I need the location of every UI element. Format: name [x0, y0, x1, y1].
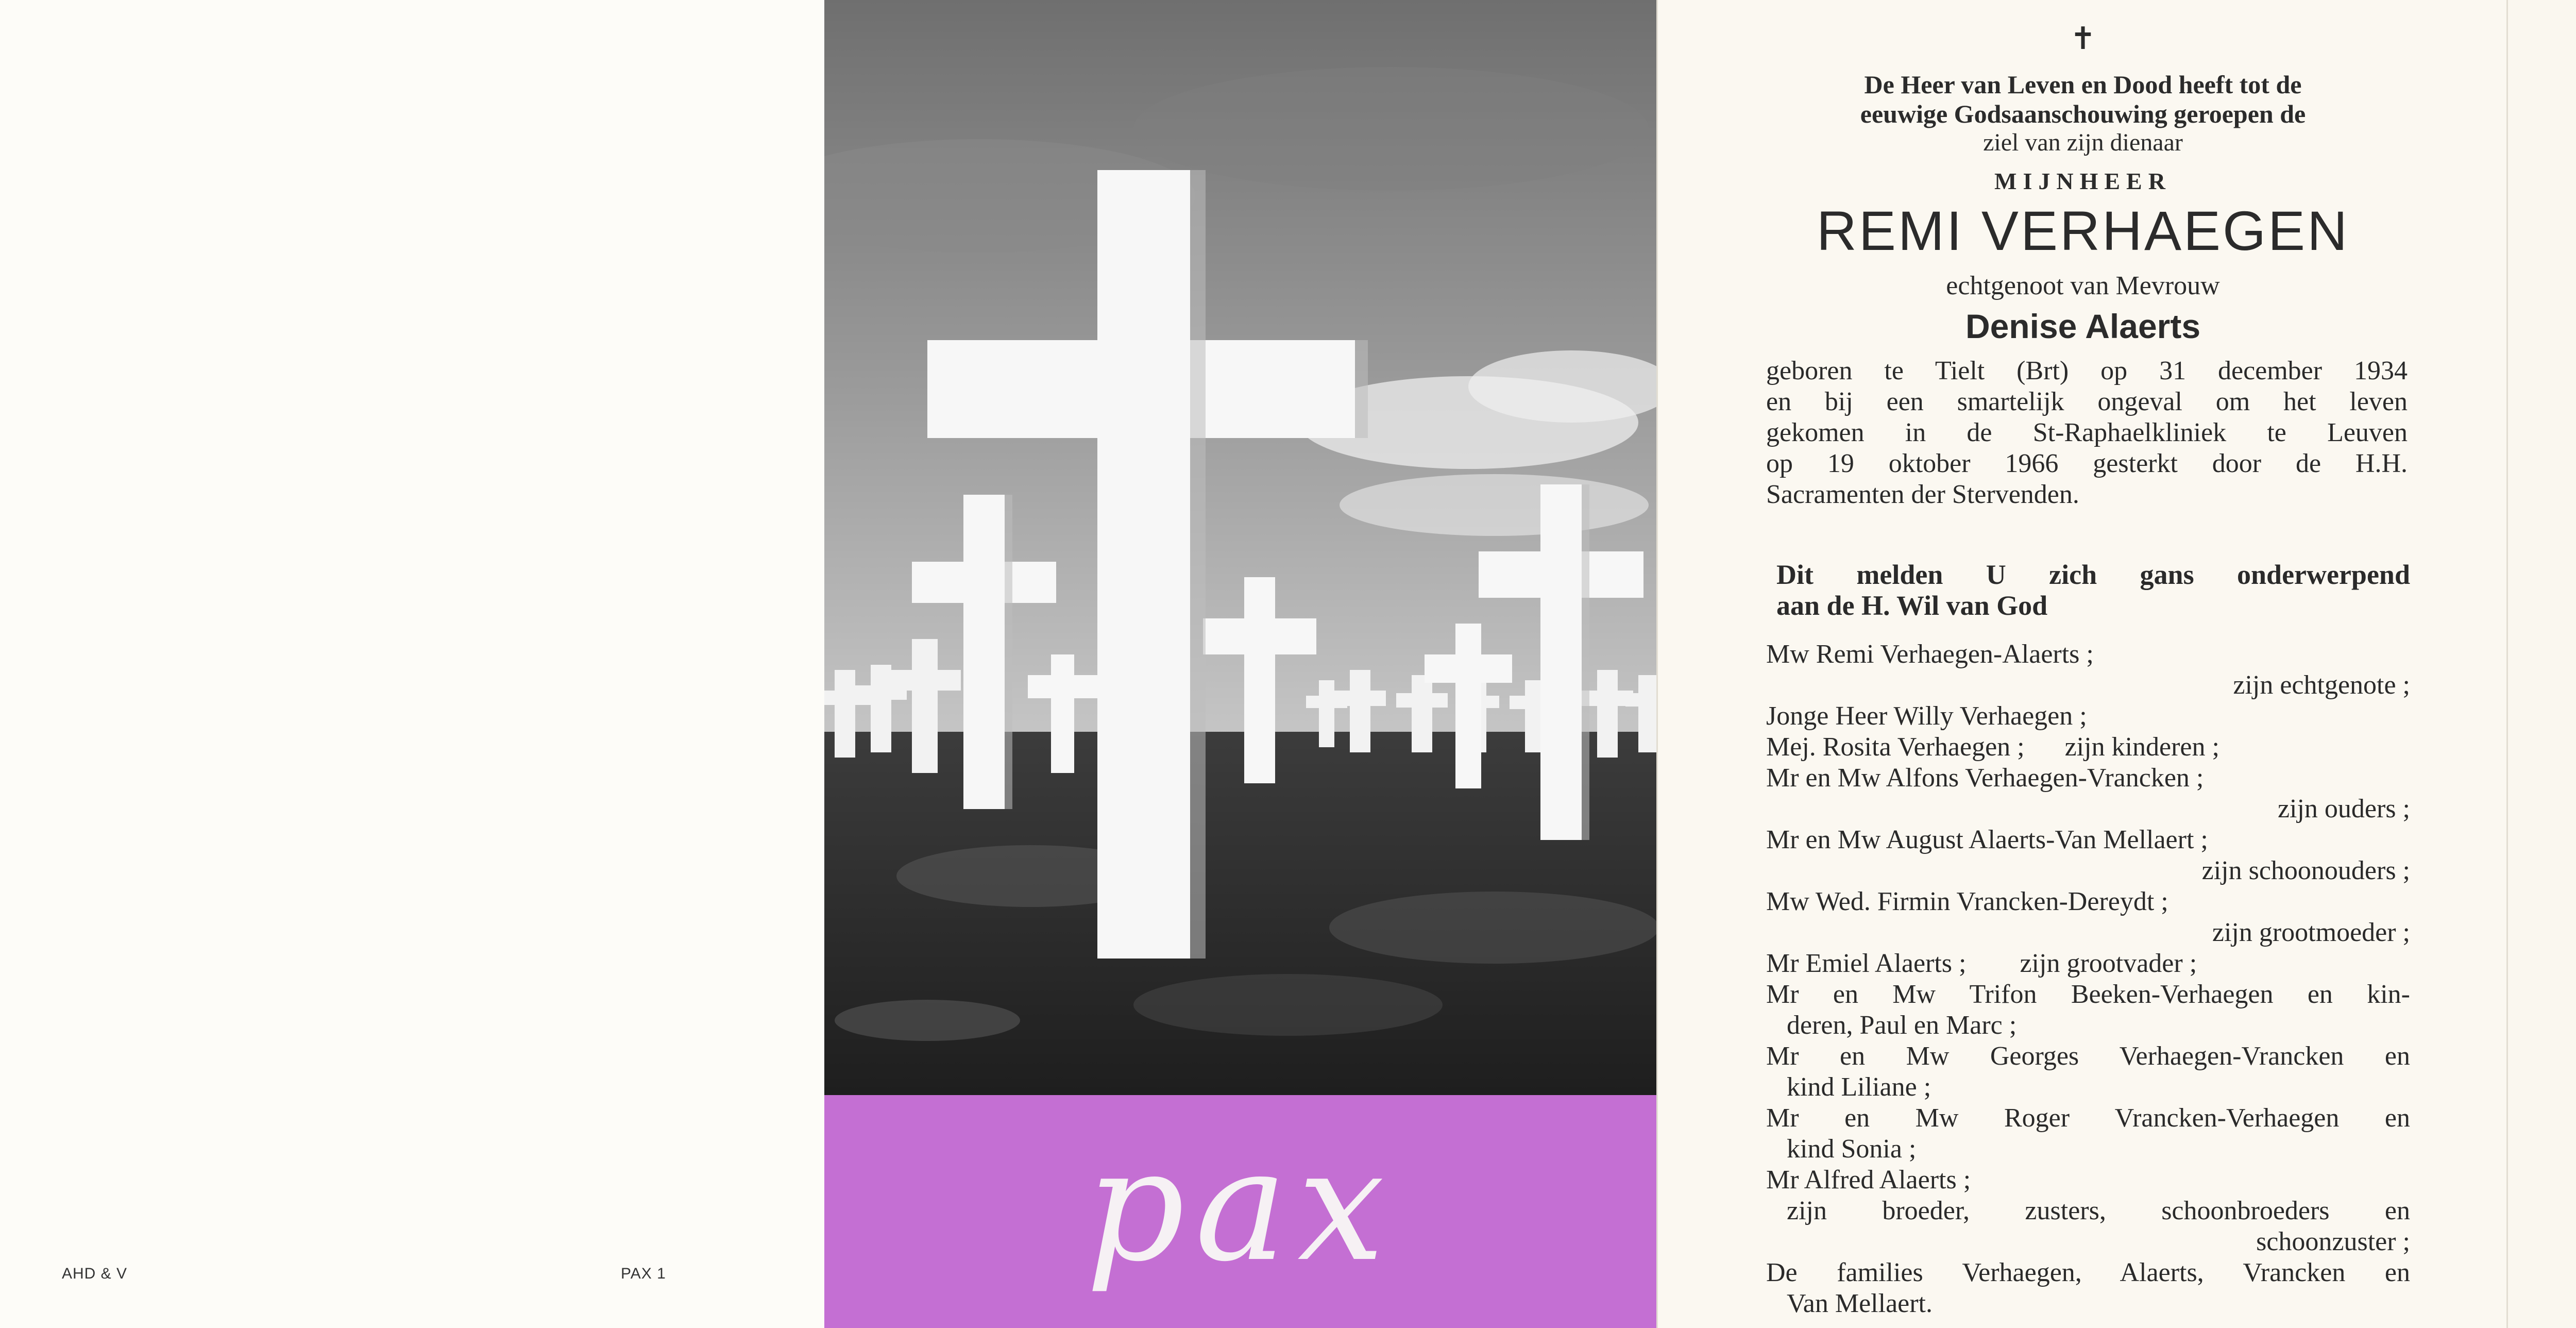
family-line: Jonge Heer Willy Verhaegen ;: [1766, 701, 2087, 731]
bio-line: op 19 oktober 1966 gesterkt door de H.H.: [1766, 449, 2408, 478]
service-panel: [2506, 0, 2576, 1328]
notice-panel: [1656, 0, 2506, 1328]
family-line: Mr en Mw Trifon Beeken-Verhaegen en kin-: [1766, 980, 2410, 1009]
family-line: Mr en Mw August Alaerts-Van Mellaert ;: [1766, 825, 2208, 854]
family-line: Mw Remi Verhaegen-Alaerts ;: [1766, 640, 2094, 669]
family-line: zijn schoonouders ;: [2201, 856, 2410, 885]
cover-panel: [824, 0, 1656, 1328]
announce-line: aan de H. Wil van God: [1776, 590, 2048, 621]
family-line: Mw Wed. Firmin Vrancken-Dereydt ;: [1766, 887, 2168, 916]
family-line: Mr en Mw Roger Vrancken-Verhaegen en: [1766, 1103, 2410, 1133]
spouse-intro: echtgenoot van Mevrouw: [1946, 271, 2220, 300]
card-code: PAX 1: [621, 1265, 666, 1282]
back-panel: [0, 0, 824, 1328]
bio-line: Sacramenten der Stervenden.: [1766, 480, 2079, 509]
family-line: De families Verhaegen, Alaerts, Vrancken en: [1766, 1258, 2410, 1287]
announce-block: [1776, 559, 2410, 621]
family-line: zijn echtgenote ;: [2233, 670, 2410, 700]
family-line: deren, Paul en Marc ;: [1787, 1011, 2017, 1040]
announce-line: Dit melden U zich gans onderwerpend: [1776, 559, 2410, 590]
intro-line-1: De Heer van Leven en Dood heeft tot de: [1864, 70, 2302, 99]
family-line: kind Sonia ;: [1787, 1134, 1917, 1164]
family-line: Mej. Rosita Verhaegen ; zijn kinderen ;: [1766, 732, 2219, 762]
publisher-credit: AHD & V: [62, 1265, 128, 1282]
family-line: zijn broeder, zusters, schoonbroeders en: [1787, 1196, 2410, 1225]
honorific: MIJNHEER: [1994, 168, 2172, 194]
intro-line-2: eeuwige Godsaanschouwing geroepen de: [1860, 99, 2306, 128]
family-line: Mr en Mw Alfons Verhaegen-Vrancken ;: [1766, 763, 2204, 793]
bio-block: [1766, 356, 2408, 510]
family-line: zijn ouders ;: [2277, 794, 2410, 823]
family-line: zijn grootmoeder ;: [2212, 918, 2410, 947]
family-line: Van Mellaert.: [1787, 1289, 1933, 1318]
bio-line: geboren te Tielt (Brt) op 31 december 1934: [1766, 356, 2408, 385]
bio-line: en bij een smartelijk ongeval om het leven: [1766, 387, 2408, 416]
family-line: Mr Alfred Alaerts ;: [1766, 1165, 1971, 1195]
family-list: [1766, 639, 2410, 1319]
family-line: kind Liliane ;: [1787, 1072, 1931, 1102]
deceased-name: REMI VERHAEGEN: [1816, 199, 2350, 262]
family-line: Mr Emiel Alaerts ; zijn grootvader ;: [1766, 949, 2197, 978]
family-line: schoonzuster ;: [2256, 1227, 2410, 1256]
spouse-name: Denise Alaerts: [1965, 307, 2201, 345]
family-line: Mr en Mw Georges Verhaegen-Vrancken en: [1766, 1041, 2410, 1071]
intro-line-3: ziel van zijn dienaar: [1983, 129, 2183, 156]
separator: [2508, 629, 2576, 657]
pax-title: pax: [1086, 1116, 1395, 1296]
cross-icon: ✝: [2070, 22, 2096, 56]
bio-line: gekomen in de St-Raphaelkliniek te Leuven: [1766, 418, 2408, 447]
cemetery-photo: [824, 0, 1656, 1095]
